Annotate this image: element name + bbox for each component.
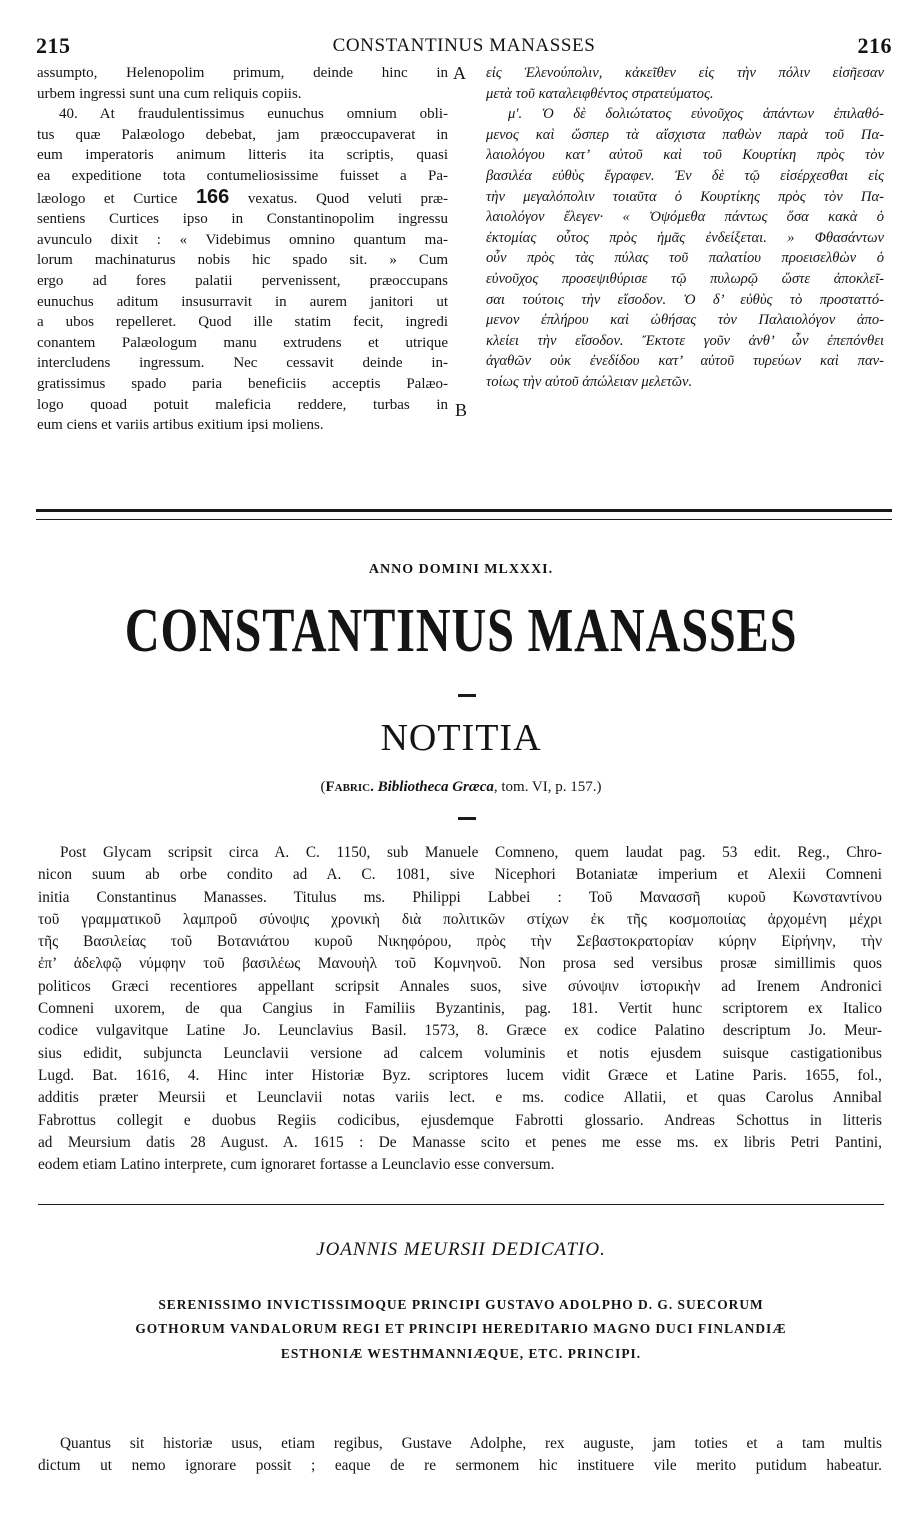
source-open: ( <box>320 779 326 795</box>
greek-column <box>486 63 884 393</box>
dedication-address-line: ESTHONIÆ WESTHMANNIÆQUE, ETC. PRINCIPI. <box>280 1345 642 1361</box>
dedication-title: JOANNIS MEURSII DEDICATIO. <box>316 1239 606 1260</box>
column-number-166: 166 <box>195 186 230 208</box>
latin-line: eunuchus aditum insusurravit in aurem janitori ut <box>37 293 448 310</box>
latin-line: tus quæ Palæologo debebat, jam præoccupaverat in <box>37 126 448 143</box>
notitia-line: nicon suum ab orbe condito ad A. C. 1081, sive Nicephori Botaniatæ imperium et Alexii Comneni <box>38 866 882 884</box>
latin-line: sentiens Curtices ipso in Constantinopolim ingressu <box>37 211 448 228</box>
latin-line: 40. At fraudulentissimus eunuchus omnium obli- <box>59 106 448 123</box>
running-title: CONSTANTINUS MANASSES <box>332 35 596 56</box>
section-double-rule <box>36 509 892 520</box>
notitia-line: eodem etiam Latino interprete, cum ignoraret fortasse a Leunclavio esse conversum. <box>38 1156 555 1174</box>
latin-line: intercludens ingressum. Nec cessavit deinde in- <box>37 355 448 372</box>
greek-line: βασιλέα εὐθὺς ἔγραφεν. Ἐν δὲ τῷ εἰσέρχεσθαι εἰς <box>486 167 884 184</box>
dedication-address-line: SERENISSIMO INVICTISSIMOQUE PRINCIPI GUSTAVO ADOLPHO D. G. SUECORUM <box>158 1297 764 1312</box>
notitia-line: codice vulgavitque Latine Jo. Leunclavius Basil. 1573, 8. Græce ex codice Palatino descriptum Jo. Meur- <box>38 1022 882 1040</box>
greek-line: μενος καὶ ὥσπερ τὰ αἴσχιστα παθὼν παρὰ τοῦ Πα- <box>486 126 884 143</box>
notitia-line: Post Glycam scripsit circa A. C. 1150, sub Manuele Comneno, quem laudat pag. 53 edit. Reg., Chro- <box>60 844 882 861</box>
latin-line: logo quoad potuit maleficia reddere, turbas in <box>37 396 448 413</box>
latin-line: conantem Palæologum manu extrudens et utrique <box>37 334 448 351</box>
notitia-paragraph <box>38 842 882 1176</box>
subtitle-notitia: NOTITIA <box>380 717 542 759</box>
source-reference <box>0 779 922 796</box>
notitia-line: Fabrottus collegit e duobus Regiis codicibus, ejusdemque Fabrotti glossario. Andreas Schottus in litteris <box>38 1111 882 1129</box>
greek-line: τοίως τὴν αὐτοῦ ἀπώλειαν μελετῶν. <box>486 373 693 390</box>
page-number-right: 216 <box>857 33 892 58</box>
notitia-line: τοῦ γραμματικοῦ λαμπροῦ σύνοψις χρονικὴ διὰ πολιτικῶν στίχων ἐκ τῆς κοσμοποιίας ἀρχομένη μέχρι <box>38 910 882 928</box>
title-dash <box>458 694 476 697</box>
notitia-line: politicos Græci recentiores appellant scripsit Annales suos, sive σύνοψιν ἱστορικὴν ad Irenem Andronici <box>38 977 882 995</box>
latin-line-prefix: læologo et Curtice <box>37 190 178 207</box>
running-head <box>36 33 892 59</box>
latin-line: a ubos repelleret. Quod ille statim fecit, ingredi <box>37 314 448 331</box>
latin-line: avunculo dixit : « Videbimus omnino quantum ma- <box>37 231 448 248</box>
latin-line: lorum machinaturus nobis hic spado sit. » Cum <box>37 252 448 269</box>
notitia-line: additis præter Meursii et Leunclavii notas variis lect. e ms. codice Allatii, et quas Carolus Annibal <box>38 1089 882 1107</box>
latin-line: eum ciens et variis artibus exitium ipsi moliens. <box>37 417 324 434</box>
source-author: Fabric. <box>325 779 374 795</box>
greek-line: ἀγαθῶν οὐκ ἐνεδίδου κατ’ αὐτοῦ τυρεύων καὶ παν- <box>486 353 884 370</box>
dedication-body-line: Quantus sit historiæ usus, etiam regibus, Gustave Adolphe, rex auguste, jam toties et a tam multis <box>60 1435 882 1452</box>
notitia-line: Comneni uxorem, de qua Cangius in Familiis Byzantinis, pag. 181. Vertit hunc scriptorem ex Italico <box>38 1000 882 1018</box>
notitia-line: τῆς Βασιλείας τοῦ Βοτανιάτου κυροῦ Νικηφόρου, πρὸς τὴν Σεβαστοκρατορίαν κύρην Εἰρήνην, τὴν <box>38 933 882 951</box>
latin-line: gratissimus spado paria beneficiis acceptis Palæo- <box>37 375 448 392</box>
greek-line: εἰς Ἑλενούπολιν, κἀκεῖθεν εἰς τὴν πόλιν εἰσῆεσαν <box>486 65 884 81</box>
subtitle-dash <box>458 817 476 820</box>
greek-line: ἐκτομίας οὗτος πρὸς ἡμᾶς ἐνδείξεται. » Φθασάντων <box>486 229 884 246</box>
greek-line: τὴν μεγαλόπολιν τοιαῦτα ὁ Κουρτίκης πρὸς τὸν Πα- <box>486 188 884 205</box>
latin-line-with-column-number <box>37 187 448 210</box>
greek-line: μετὰ τοῦ καταλειφθέντος στρατεύματος. <box>486 85 714 102</box>
greek-line: μενον ἐπλήρου καὶ ὠθήσας τὸν Παλαιολόγον ἀπο- <box>486 312 884 329</box>
dedication-body-line: dictum ut nemo ignorare possit ; eaque de re sermonem hic instituere vile merito putidum habeatur. <box>38 1457 882 1475</box>
dedication-address <box>0 1293 922 1366</box>
greek-line: εὐνοῦχος προσεψιθύρισε τῷ πυλωρῷ ὥστε ἀποκλεῖ- <box>486 270 884 287</box>
latin-line: eum imperatoris animum litteris ita scriptis, quasi <box>37 147 448 164</box>
margin-marker-b: B <box>455 400 468 420</box>
anno-domini-line: ANNO DOMINI MLXXXI. <box>368 562 554 577</box>
latin-line-suffix: vexatus. Quod veluti præ- <box>247 190 448 207</box>
notitia-line: ἐπ’ ἀδελφῷ νύμφην τοῦ βασιλέως Μανουὴλ τοῦ Κομνηνοῦ. Non prosa sed versibus prosæ simillimis quos <box>38 955 882 973</box>
notitia-line: Lugd. Bat. 1616, 4. Hinc inter Historiæ Byz. scriptores lucem vidit Græce et Latine Paris. 1655, fol., <box>38 1066 882 1084</box>
latin-line: urbem ingressi sunt una cum reliquis copiis. <box>37 85 302 102</box>
latin-line: ergo ad fores palatii pervenissent, præoccupans <box>37 272 448 289</box>
notitia-line: sius edidit, subjuncta Leunclavii versione ad calcem voluminis et notis ejusdem suisque castigationibus <box>38 1044 882 1062</box>
dedication-body <box>38 1433 882 1478</box>
greek-line: λαιολόγον ἔλεγεν· « Ὀψόμεθα πάντως ὅσα κακὰ ὁ <box>486 209 884 226</box>
page-number-left: 215 <box>36 33 71 58</box>
latin-line: assumpto, Helenopolim primum, deinde hinc in <box>37 65 448 81</box>
greek-line: μʹ. Ὁ δὲ δολιώτατος εὐνοῦχος ἁπάντων ἐπιλαθό- <box>508 106 884 123</box>
section-thin-rule <box>38 1204 884 1205</box>
greek-line: λαιολόγου κατ’ αὐτοῦ καὶ τοῦ Κουρτίκη πρὸς τὸν <box>486 147 884 164</box>
greek-line: σαι τούτοις τὴν εἴσοδον. Ὁ δ’ εὐθὺς τὸ προσταττό- <box>486 291 884 308</box>
source-rest: , tom. VI, p. 157.) <box>493 779 602 795</box>
dedication-address-line: GOTHORUM VANDALORUM REGI ET PRINCIPI HEREDITARIO MAGNO DUCI FINLANDIÆ <box>135 1321 787 1337</box>
notitia-line: ad Meursium datis 28 August. A. 1615 : De Manasse scito et penes me esse ms. ex libris Petri Pantini, <box>38 1133 882 1151</box>
greek-line: οὖν πρὸς τὰς πύλας τοῦ παλατίου προεισελθὼν ὁ <box>486 250 884 267</box>
greek-line: κλείει τὴν εἴσοδον. Ἔκτοτε γοῦν ἀνθ’ ὧν ἐπεπόνθει <box>486 332 884 349</box>
notitia-line: initia Constantinus Manasses. Titulus ms. Philippi Labbei : Τοῦ Μανασσῆ κυροῦ Κωνσταντίνου <box>38 888 882 906</box>
margin-marker-a: A <box>453 63 466 83</box>
source-work: Bibliotheca Græca <box>377 779 494 795</box>
latin-line: ea expeditione tota contumeliosissime fuisset a Pa- <box>37 167 448 184</box>
main-title: CONSTANTINUS MANASSES <box>124 597 798 665</box>
latin-column <box>37 63 448 436</box>
